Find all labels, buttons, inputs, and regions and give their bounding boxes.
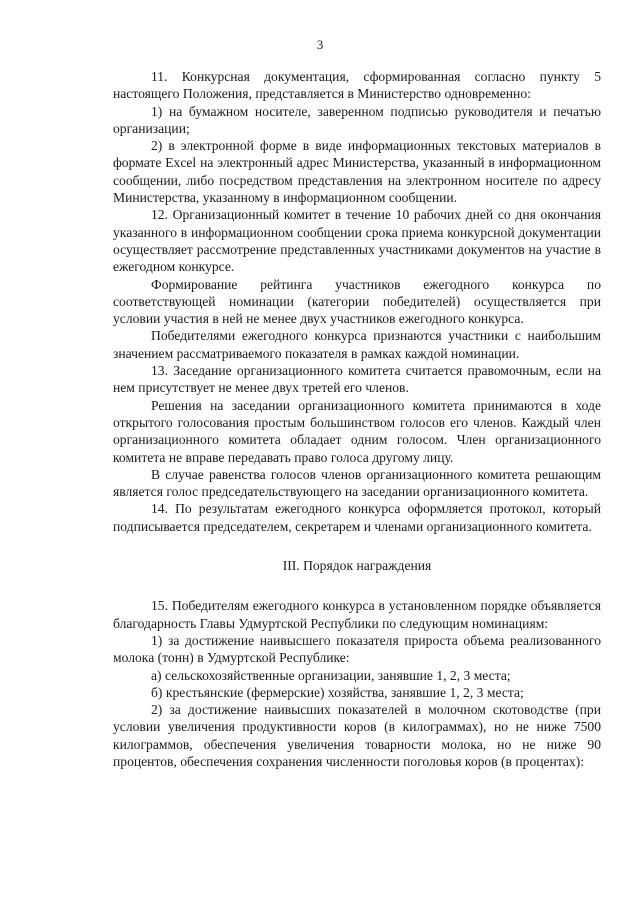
paragraph: а) сельскохозяйственные организации, занявшие 1, 2, 3 места; bbox=[151, 667, 511, 683]
paragraph: 14. По результатам ежегодного конкурса оформляется протокол, который подписывается председателем, секретарем и членами организационного комитета. bbox=[113, 501, 601, 534]
paragraph: Победителями ежегодного конкурса признаются участники с наибольшим значением рассматриваемого показателя в рамках каждой номинации. bbox=[113, 328, 601, 361]
paragraph: 2) за достижение наивысших показателей в молочном скотоводстве (при условии увеличения продуктивности коров (в килограммах), но не ниже 7500 килограммов, обеспечения увеличения товарности молока, но не ниже 90 процентов, обеспечения сохранения численности поголовья коров (в процентах): bbox=[113, 702, 601, 769]
paragraph: 1) за достижение наивысшего показателя прироста объема реализованного молока (тонн) в Удмуртской Республике: bbox=[113, 632, 601, 666]
paragraph: Решения на заседании организационного комитета принимаются в ходе открытого голосования простым большинством голосов его членов. Каждый член организационного комитета обладает одним голосом. Член организационного комитета не вправе передавать право голоса другому лицу. bbox=[113, 397, 601, 465]
paragraph: 1) на бумажном носителе, заверенном подписью руководителя и печатью организации; bbox=[113, 103, 601, 136]
paragraph: 11. Конкурсная документация, сформированная согласно пункту 5 настоящего Положения, представляется в Министерство одновременно: bbox=[113, 69, 601, 102]
paragraph: 2) в электронной форме в виде информационных текстовых материалов в формате Excel на электронный адрес Министерства, указанный в информационном сообщении, либо посредством представления на электронном носителе по адресу Министерства, указанному в информационном сообщении. bbox=[113, 138, 601, 206]
section-heading: III. Порядок награждения bbox=[282, 558, 432, 574]
paragraph: 13. Заседание организационного комитета считается правомочным, если на нем присутствует не менее двух третей его членов. bbox=[113, 363, 601, 396]
paragraph: 15. Победителям ежегодного конкурса в установленном порядке объявляется благодарность Главы Удмуртской Республики по следующим номинациям: bbox=[113, 598, 601, 631]
document-body bbox=[113, 68, 601, 770]
page-number: 3 bbox=[316, 37, 324, 52]
paragraph: 12. Организационный комитет в течение 10 рабочих дней со дня окончания указанного в информационном сообщении срока приема конкурсной документации осуществляет рассмотрение представленных участниками документов на участие в ежегодном конкурсе. bbox=[113, 207, 601, 275]
paragraph: Формирование рейтинга участников ежегодного конкурса по соответствующей номинации (категории победителей) осуществляется при условии участия в ней не менее двух участников ежегодного конкурса. bbox=[113, 276, 601, 327]
paragraph: б) крестьянские (фермерские) хозяйства, занявшие 1, 2, 3 места; bbox=[151, 684, 524, 700]
paragraph: В случае равенства голосов членов организационного комитета решающим является голос председательствующего на заседании организационного комитета. bbox=[113, 466, 601, 500]
